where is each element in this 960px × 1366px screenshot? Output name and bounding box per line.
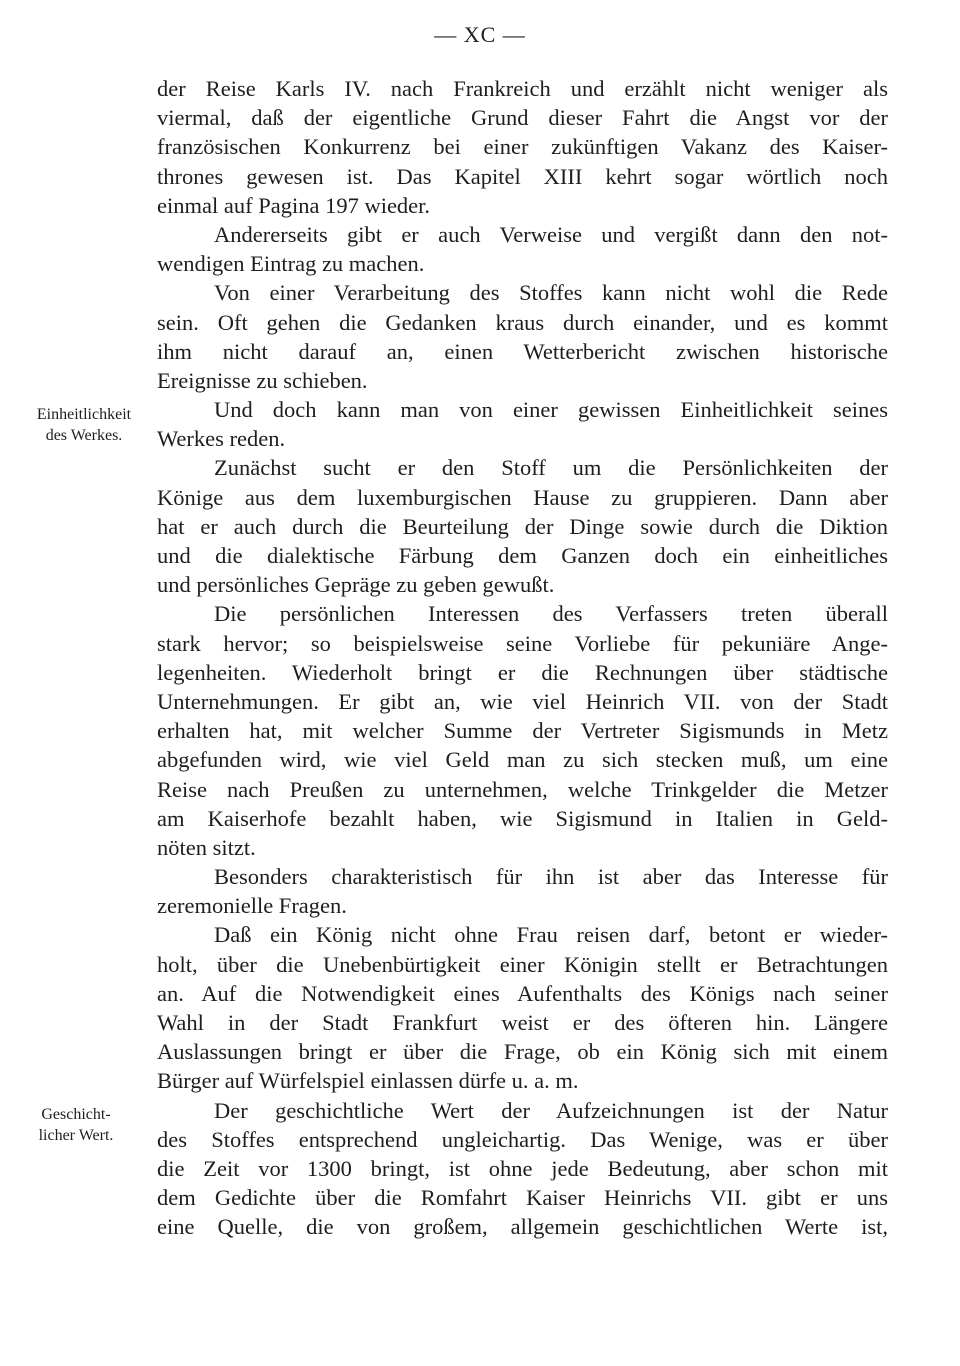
text-line: erhalten hat, mit welcher Summe der Vertreter Sigismunds in Metz	[157, 718, 888, 744]
text-line: dem Gedichte über die Romfahrt Kaiser Heinrichs VII. gibt er uns	[157, 1185, 888, 1211]
text-line: thrones gewesen ist. Das Kapitel XIII kehrt sogar wörtlich noch	[157, 163, 888, 189]
text-line: stark hervor; so beispielsweise seine Vorliebe für pekuniäre Ange-	[157, 630, 888, 656]
text-line: wendigen Eintrag zu machen.	[157, 251, 425, 277]
text-line: französischen Konkurrenz bei einer zukünftigen Vakanz des Kaiser-	[157, 134, 888, 160]
text-line: legenheiten. Wiederholt bringt er die Rechnungen über städtische	[157, 659, 888, 685]
text-line: zeremonielle Fragen.	[157, 893, 347, 919]
text-line: Andererseits gibt er auch Verweise und vergißt dann den not-	[214, 221, 888, 247]
margin-note-line: Geschicht-	[41, 1106, 111, 1123]
margin-note-line: licher Wert.	[38, 1127, 114, 1144]
text-line: nöten sitzt.	[157, 834, 256, 860]
text-line: Und doch kann man von einer gewissen Einheitlichkeit seines	[214, 397, 888, 423]
margin-note-line: des Werkes.	[45, 427, 123, 444]
text-line: Könige aus dem luxemburgischen Hause zu gruppieren. Dann aber	[157, 484, 888, 510]
text-line: sein. Oft gehen die Gedanken kraus durch einander, und es kommt	[157, 309, 888, 335]
text-line: die Zeit vor 1300 bringt, ist ohne jede Bedeutung, aber schon mit	[157, 1155, 888, 1181]
text-line: Unternehmungen. Er gibt an, wie viel Heinrich VII. von der Stadt	[157, 688, 888, 714]
text-line: ihm nicht darauf an, einen Wetterbericht zwischen historische	[157, 338, 888, 364]
text-line: viermal, daß der eigentliche Grund dieser Fahrt die Angst vor der	[157, 105, 888, 131]
margin-note-einheitlichkeit	[18, 404, 150, 446]
text-line: Wahl in der Stadt Frankfurt weist er des öfteren hin. Längere	[157, 1010, 888, 1035]
text-line: einmal auf Pagina 197 wieder.	[157, 192, 431, 218]
text-line: Daß ein König nicht ohne Frau reisen darf, betont er wieder-	[214, 922, 888, 948]
text-line: Werkes reden.	[157, 426, 286, 452]
page-number: — XC —	[434, 22, 526, 47]
text-line: Von einer Verarbeitung des Stoffes kann nicht wohl die Rede	[214, 280, 888, 306]
text-line: Auslassungen bringt er über die Frage, ob ein König sich mit einem	[157, 1039, 888, 1065]
text-line: Bürger auf Würfelspiel einlassen dürfe u. a. m.	[157, 1068, 579, 1094]
text-line: Ereignisse zu schieben.	[157, 367, 368, 393]
text-line: am Kaiserhofe bezahlt haben, wie Sigismund in Italien in Geld-	[157, 805, 888, 831]
text-line: abgefunden wird, wie viel Geld man zu sich stecken muß, um eine	[157, 747, 888, 773]
text-line: Besonders charakteristisch für ihn ist aber das Interesse für	[214, 864, 888, 890]
text-line: eine Quelle, die von großem, allgemein geschichtlichen Werte ist,	[157, 1214, 888, 1240]
margin-note-geschichtlicher-wert	[18, 1104, 134, 1146]
margin-note-line: Einheitlichkeit	[36, 406, 132, 423]
text-line: und persönliches Gepräge zu geben gewußt.	[157, 572, 555, 598]
text-line: Die persönlichen Interessen des Verfassers treten überall	[214, 601, 888, 627]
body-text	[157, 74, 888, 1242]
text-line: Reise nach Preußen zu unternehmen, welche Trinkgelder die Metzer	[157, 776, 888, 802]
text-line: des Stoffes entsprechend ungleichartig. Das Wenige, was er über	[157, 1126, 888, 1152]
text-line: hat er auch durch die Beurteilung der Dinge sowie durch die Diktion	[157, 513, 888, 539]
text-line: holt, über die Unebenbürtigkeit einer Königin stellt er Betrachtungen	[157, 951, 888, 977]
text-line: und die dialektische Färbung dem Ganzen doch ein einheitliches	[157, 543, 888, 568]
text-line: der Reise Karls IV. nach Frankreich und erzählt nicht weniger als	[157, 76, 888, 101]
text-line: Der geschichtliche Wert der Aufzeichnungen ist der Natur	[214, 1097, 888, 1123]
text-line: Zunächst sucht er den Stoff um die Persönlichkeiten der	[214, 455, 888, 481]
text-line: an. Auf die Notwendigkeit eines Aufenthalts des Königs nach seiner	[157, 980, 888, 1006]
